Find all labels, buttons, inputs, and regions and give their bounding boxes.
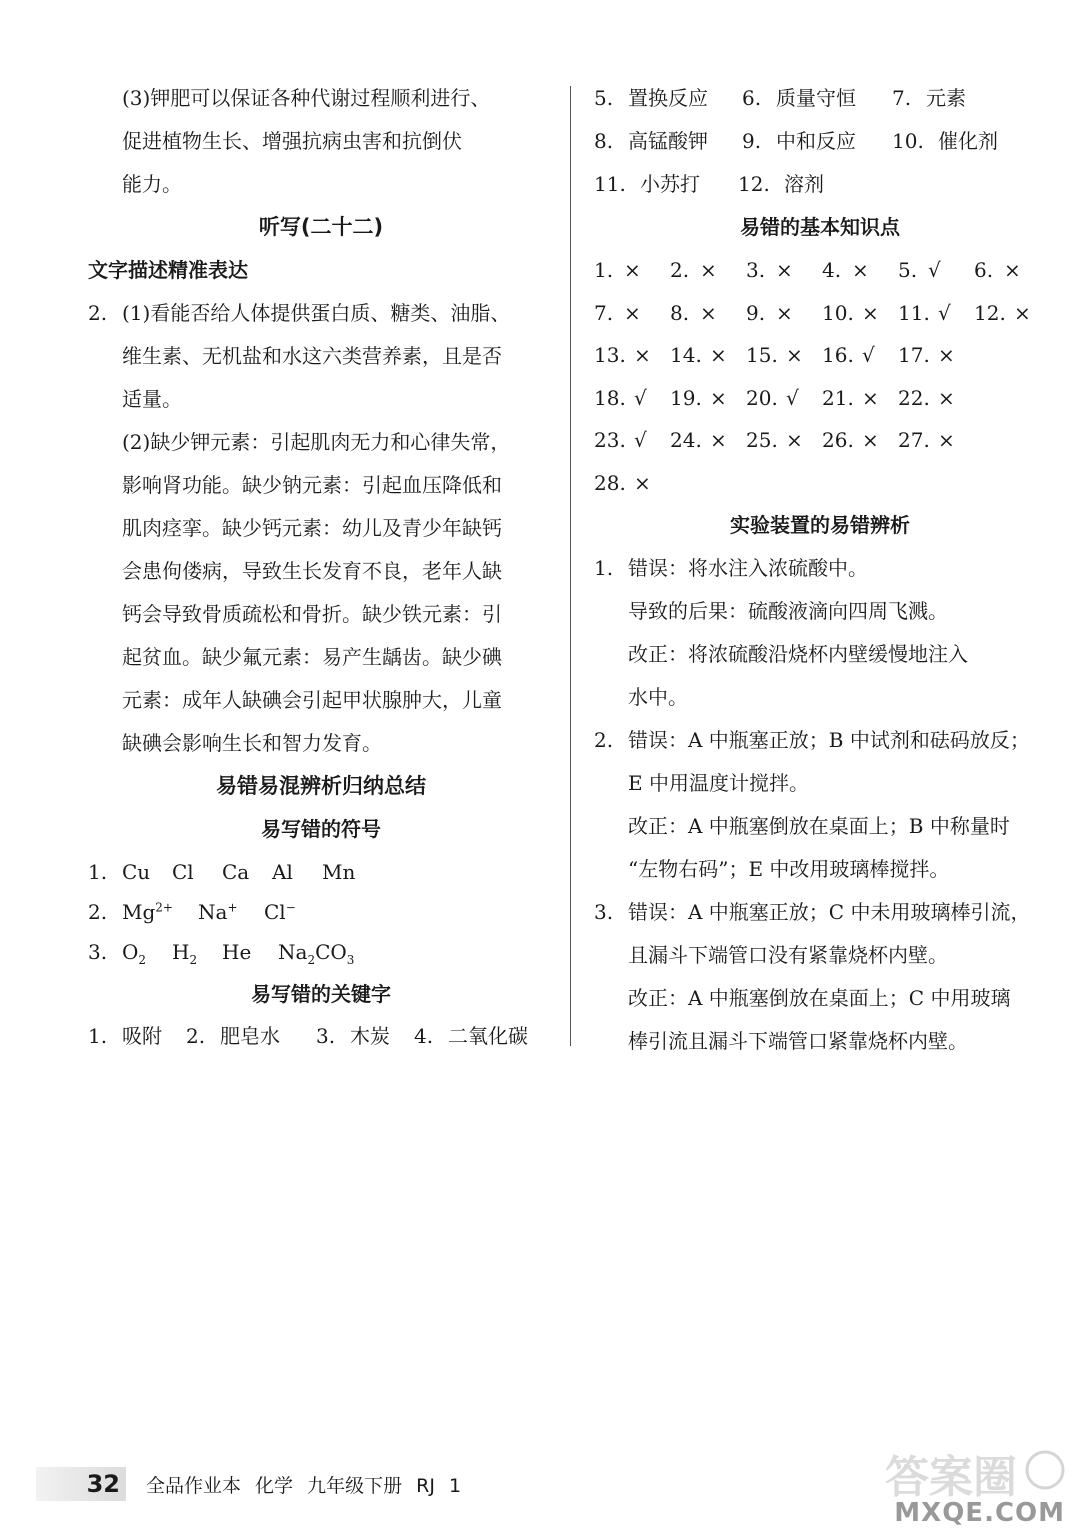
check-mark-icon: √ xyxy=(938,300,951,325)
tf-number: 1. xyxy=(594,258,614,282)
e1-line3: 改正：将浓硫酸沿烧杯内壁缓慢地注入 xyxy=(628,642,968,666)
ion-mg: $Mg^{2+}$ xyxy=(122,900,173,924)
tf-item xyxy=(746,256,793,284)
tf-item xyxy=(670,384,727,412)
cross-mark-icon: × xyxy=(776,258,793,282)
tf-number: 11. xyxy=(898,300,930,325)
e2-line1: 错误：A 中瓶塞正放；B 中试剂和砝码放反； xyxy=(628,728,1030,752)
cross-mark-icon: × xyxy=(624,300,641,325)
item2b-line4: 会患佝偻病，导致生长发育不良，老年人缺 xyxy=(122,559,502,583)
svg-text:答案圈: 答案圈 xyxy=(885,1452,1017,1503)
tf-number: 12. xyxy=(974,300,1006,325)
sym-number: 2. xyxy=(88,900,108,924)
sym-number: 3. xyxy=(88,940,108,964)
sym-cu: Cu xyxy=(122,860,151,884)
para3-line3: 能力。 xyxy=(122,172,182,196)
sym-cl: Cl xyxy=(172,860,194,884)
check-mark-icon: √ xyxy=(786,385,799,410)
e2-line3: 改正：A 中瓶塞倒放在桌面上；B 中称量时 xyxy=(628,814,1010,838)
cross-mark-icon: × xyxy=(700,258,717,282)
tf-number: 23. xyxy=(594,428,626,452)
tf-item xyxy=(746,299,793,327)
tf-number: 13. xyxy=(594,343,626,367)
subheading-basic-knowledge: 易错的基本知识点 xyxy=(740,215,900,239)
symbols-row-1 xyxy=(88,858,355,886)
tf-item xyxy=(594,384,647,412)
cross-mark-icon: × xyxy=(786,428,803,452)
page-number-box xyxy=(36,1467,126,1501)
tf-item xyxy=(594,256,641,284)
tf-item xyxy=(594,426,647,454)
tf-number: 5. xyxy=(898,258,918,282)
cross-mark-icon: × xyxy=(634,470,651,495)
e1-line4: 水中。 xyxy=(628,685,688,709)
tf-number: 2. xyxy=(670,258,690,282)
watermark-url: MXQE.COM xyxy=(894,1498,1065,1528)
tf-number: 8. xyxy=(670,300,690,325)
item2b-line5: 钙会导致骨质疏松和骨折。缺少铁元素：引 xyxy=(122,602,502,626)
tf-item xyxy=(822,341,875,369)
cross-mark-icon: × xyxy=(862,300,879,325)
e3-line3: 改正：A 中瓶塞倒放在桌面上；C 中用玻璃 xyxy=(628,986,1011,1010)
tf-item xyxy=(746,426,803,454)
formula-h2: $H_2$ xyxy=(172,940,198,967)
cross-mark-icon: × xyxy=(862,428,879,452)
tf-number: 21. xyxy=(822,385,854,410)
sym-ca: Ca xyxy=(222,860,250,884)
item2b-line1: (2)缺少钾元素：引起肌肉无力和心律失常， xyxy=(122,430,511,454)
tf-number: 10. xyxy=(822,300,854,325)
section-title-summary: 易错易混辨析归纳总结 xyxy=(216,774,426,798)
cross-mark-icon: × xyxy=(710,428,727,452)
page-footer xyxy=(36,1464,461,1504)
cross-mark-icon: × xyxy=(710,343,727,367)
para3-line2: 促进植物生长、增强抗病虫害和抗倒伏 xyxy=(122,129,462,153)
sym-al: Al xyxy=(272,860,293,884)
item2b-line2: 影响肾功能。缺少钠元素：引起血压降低和 xyxy=(122,473,502,497)
symbols-row-2 xyxy=(88,898,296,926)
tf-number: 28. xyxy=(594,470,626,495)
e2-number: 2. xyxy=(594,728,614,752)
fill-row-3: 11. 小苏打 12. 溶剂 xyxy=(594,172,824,196)
e2-line2: E 中用温度计搅拌。 xyxy=(628,771,809,795)
tf-number: 7. xyxy=(594,300,614,325)
tf-number: 19. xyxy=(670,385,702,410)
check-mark-icon: √ xyxy=(862,343,875,367)
para3-line1: (3)钾肥可以保证各种代谢过程顺利进行、 xyxy=(122,86,491,110)
keywords-row: 1. 吸附 2. 肥皂水 3. 木炭 4. 二氧化碳 xyxy=(88,1024,528,1048)
fill-row-2: 8. 高锰酸钾 9. 中和反应 10. 催化剂 xyxy=(594,129,998,153)
tf-item xyxy=(822,426,879,454)
tf-item xyxy=(898,299,951,327)
cross-mark-icon: × xyxy=(938,385,955,410)
symbols-row-3 xyxy=(88,938,354,966)
tf-item xyxy=(670,341,727,369)
cross-mark-icon: × xyxy=(710,385,727,410)
tf-item xyxy=(746,384,799,412)
tf-item xyxy=(898,426,955,454)
tf-item xyxy=(594,299,641,327)
tf-item xyxy=(898,341,955,369)
cross-mark-icon: × xyxy=(1004,258,1021,282)
tf-number: 6. xyxy=(974,258,994,282)
item2-line1: (1)看能否给人体提供蛋白质、糖类、油脂、 xyxy=(122,301,511,325)
subheading-keywords: 易写错的关键字 xyxy=(251,982,391,1006)
cross-mark-icon: × xyxy=(938,428,955,452)
tf-number: 16. xyxy=(822,343,854,367)
e3-line2: 且漏斗下端管口没有紧靠烧杯内壁。 xyxy=(628,943,948,967)
cross-mark-icon: × xyxy=(786,343,803,367)
tf-item xyxy=(822,299,879,327)
cross-mark-icon: × xyxy=(938,343,955,367)
tf-item xyxy=(974,256,1021,284)
cross-mark-icon: × xyxy=(862,385,879,410)
cross-mark-icon: × xyxy=(852,258,869,282)
page-number: 32 xyxy=(86,1470,120,1498)
column-divider xyxy=(570,86,571,1046)
tf-item xyxy=(746,341,803,369)
subheading-text-description: 文字描述精准表达 xyxy=(88,258,248,282)
tf-item xyxy=(898,256,941,284)
check-mark-icon: √ xyxy=(634,428,647,452)
tf-number: 9. xyxy=(746,300,766,325)
check-mark-icon: √ xyxy=(634,385,647,410)
tf-item xyxy=(898,384,955,412)
fill-row-1: 5. 置换反应 6. 质量守恒 7. 元素 xyxy=(594,86,966,110)
cross-mark-icon: × xyxy=(634,343,651,367)
tf-number: 15. xyxy=(746,343,778,367)
item2b-line8: 缺碘会影响生长和智力发育。 xyxy=(122,731,382,755)
tf-number: 17. xyxy=(898,343,930,367)
e3-line1: 错误：A 中瓶塞正放；C 中未用玻璃棒引流， xyxy=(628,900,1031,924)
tf-item xyxy=(594,469,651,497)
cross-mark-icon: × xyxy=(1014,300,1031,325)
tf-number: 27. xyxy=(898,428,930,452)
subheading-symbols: 易写错的符号 xyxy=(261,817,381,841)
tf-item xyxy=(974,299,1031,327)
formula-o2: $O_2$ xyxy=(122,940,147,967)
footer-book-title: 全品作业本 化学 九年级下册 RJ 1 xyxy=(146,1474,462,1497)
e3-number: 3. xyxy=(594,900,614,924)
e2-line4: “左物右码”；E 中改用玻璃棒搅拌。 xyxy=(628,857,950,881)
e1-line2: 导致的后果：硫酸液滴向四周飞溅。 xyxy=(628,599,948,623)
item2-number: 2. xyxy=(88,301,108,325)
tf-number: 4. xyxy=(822,258,842,282)
subheading-apparatus: 实验装置的易错辨析 xyxy=(730,513,910,537)
tf-item xyxy=(670,299,717,327)
tf-item xyxy=(670,426,727,454)
sym-mn: Mn xyxy=(322,860,356,884)
cross-mark-icon: × xyxy=(624,258,641,282)
tf-number: 20. xyxy=(746,385,778,410)
check-mark-icon: √ xyxy=(928,258,941,282)
tf-item xyxy=(670,256,717,284)
item2b-line7: 元素：成年人缺碘会引起甲状腺肿大，儿童 xyxy=(122,688,502,712)
e3-line4: 棒引流且漏斗下端管口紧靠烧杯内壁。 xyxy=(628,1029,968,1053)
tf-item xyxy=(594,341,651,369)
cross-mark-icon: × xyxy=(776,300,793,325)
ion-na: Na+ xyxy=(198,900,238,924)
tf-number: 25. xyxy=(746,428,778,452)
tf-number: 18. xyxy=(594,385,626,410)
tf-number: 26. xyxy=(822,428,854,452)
tf-item xyxy=(822,384,879,412)
section-title-dictation: 听写(二十二) xyxy=(258,215,384,239)
formula-na2co3: $Na_2CO_3$ xyxy=(278,940,355,967)
tf-number: 22. xyxy=(898,385,930,410)
sym-number: 1. xyxy=(88,860,108,884)
cross-mark-icon: × xyxy=(700,300,717,325)
item2-line2: 维生素、无机盐和水这六类营养素，且是否 xyxy=(122,344,502,368)
item2-line3: 适量。 xyxy=(122,387,182,411)
tf-number: 3. xyxy=(746,258,766,282)
ion-cl: Cl− xyxy=(264,900,296,924)
item2b-line6: 起贫血。缺少氟元素：易产生龋齿。缺少碘 xyxy=(122,645,502,669)
tf-item xyxy=(822,256,869,284)
item2b-line3: 肌肉痉挛。缺少钙元素：幼儿及青少年缺钙 xyxy=(122,516,502,540)
formula-he: He xyxy=(222,940,252,964)
tf-number: 24. xyxy=(670,428,702,452)
e1-number: 1. xyxy=(594,556,614,580)
tf-number: 14. xyxy=(670,343,702,367)
e1-line1: 错误：将水注入浓硫酸中。 xyxy=(628,556,868,580)
